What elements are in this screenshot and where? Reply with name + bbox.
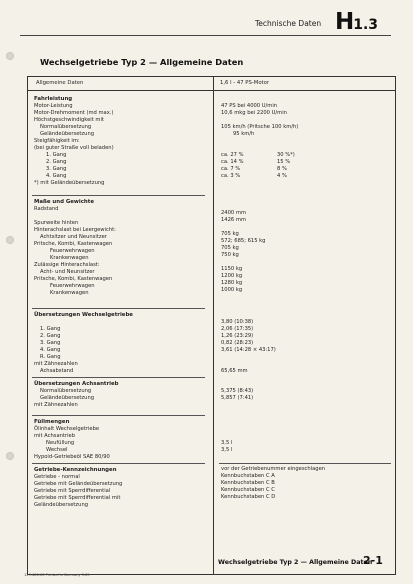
row-label: 2. Gang <box>46 159 67 165</box>
section-heading: Füllmengen <box>34 419 70 425</box>
row-value: 5,375 (8:43) <box>221 388 254 394</box>
row-label: Neufüllung <box>46 440 75 446</box>
row-value: 1,26 (23:29) <box>221 333 254 339</box>
row-label: Feuerwehrwagen <box>50 283 95 289</box>
section-divider <box>32 463 205 464</box>
row-label: Normalübersetzung <box>40 124 92 130</box>
section-divider <box>32 308 205 309</box>
row-label: 1. Gang <box>46 152 67 158</box>
row-value: 10,6 mkg bei 2200 U/min <box>221 110 287 116</box>
footnote: *) mit Geländeübersetzung <box>34 180 105 186</box>
row-label: mit Achsantrieb <box>34 433 76 439</box>
row-value: 705 kg <box>221 245 239 251</box>
section-fahrleistung-labels <box>34 96 208 187</box>
section-fuell-labels <box>34 419 208 461</box>
row-label: Motor-Leistung <box>34 103 73 109</box>
row-value: 705 kg <box>221 231 239 237</box>
row-label: Geländeübersetzung <box>40 395 95 401</box>
row-value: Kennbuchstaben C A <box>221 473 275 479</box>
section-wechsel-values <box>221 319 391 375</box>
row-value: 3,5 l <box>221 440 233 446</box>
section-masse-labels <box>34 199 208 297</box>
row-label: (bei guter Straße voll beladen) <box>34 145 114 151</box>
document-title: Wechselgetriebe Typ 2 — Allgemeine Daten <box>40 57 244 67</box>
row-value: 47 PS bei 4000 U/min <box>221 103 278 109</box>
row-label: Spurweite hinten <box>34 220 79 226</box>
row-value: 3,80 (10:38) <box>221 319 254 325</box>
section-heading: Übersetzungen Wechselgetriebe <box>34 312 133 318</box>
row-label: Getriebe mit Geländeübersetzung <box>34 481 123 487</box>
row-label: Hypoid-Getriebeöl SAE 80/90 <box>34 454 110 460</box>
page-number: 2-1 <box>363 554 383 567</box>
row-label: Ölinhalt Wechselgetriebe <box>34 426 100 432</box>
header-code-number: 1.3 <box>353 17 379 33</box>
section-kenn-values <box>221 466 391 501</box>
section-divider <box>32 415 205 416</box>
header-section-code <box>335 9 378 35</box>
row-value: Kennbuchstaben C C <box>221 487 275 493</box>
header-rule <box>20 35 391 36</box>
section-achs-labels <box>34 381 208 409</box>
row-value: 1426 mm <box>221 217 246 223</box>
print-info: 129.480.00 Printed in Germany 5.69 <box>24 573 90 577</box>
row-label: Normalübersetzung <box>40 388 92 394</box>
row-value: 1150 kg <box>221 266 243 272</box>
section-heading: Fahrleistung <box>34 96 73 102</box>
row-value: 750 kg <box>221 252 239 258</box>
row-label: Achtsitzer und Neunsitzer <box>40 234 107 240</box>
section-achs-values <box>221 388 391 402</box>
row-value: 3,5 l <box>221 447 233 453</box>
row-value: 1200 kg <box>221 273 243 279</box>
row-label: 3. Gang <box>40 340 61 346</box>
row-label: Zulässige Hinterachslast: <box>34 262 100 268</box>
row-value: 65,65 mm <box>221 368 248 374</box>
row-label: Höchstgeschwindigkeit mit <box>34 117 104 123</box>
section-heading: Maße und Gewichte <box>34 199 94 205</box>
row-label: Getriebe mit Sperrdifferential <box>34 488 111 494</box>
row-value: 3,61 (14:28 × 43:17) <box>221 347 276 353</box>
row-label: Achsabstand <box>40 368 74 374</box>
table-header-right: 1,6 l - 47 PS-Motor <box>220 80 270 86</box>
section-fahrleistung-values <box>221 103 391 180</box>
table-header-row <box>28 77 395 91</box>
row-label: Geländeübersetzung <box>34 502 89 508</box>
row-label: Radstand <box>34 206 59 212</box>
row-value: vor der Getriebenummer eingeschlagen <box>221 466 326 472</box>
row-value: 95 km/h <box>233 131 255 137</box>
section-wechsel-labels <box>34 312 208 375</box>
row-label: R. Gang <box>40 354 61 360</box>
footer-title: Wechselgetriebe Typ 2 — Allgemeine Daten <box>218 559 373 566</box>
section-heading: Getriebe-Kennzeichnungen <box>34 467 117 473</box>
table-header-left: Allgemeine Daten <box>36 80 84 86</box>
row-label: 4. Gang <box>46 173 67 179</box>
punch-hole-mark <box>6 452 14 460</box>
row-label: Pritsche, Kombi, Kastenwagen <box>34 241 113 247</box>
section-fuell-values <box>221 440 391 454</box>
row-value: 2,06 (17:35) <box>221 326 254 332</box>
row-label: Steigfähigkeit im: <box>34 138 80 144</box>
section-kenn-labels <box>34 467 208 509</box>
row-label: Motor-Drehmoment (md max.) <box>34 110 114 116</box>
row-value: 572; 685; 615 kg <box>221 238 266 244</box>
punch-hole-mark <box>6 52 14 60</box>
row-value: 1280 kg <box>221 280 243 286</box>
section-masse-values <box>221 210 391 294</box>
header-section-text: Technische Daten <box>255 19 322 28</box>
row-label: Getriebe - normal <box>34 474 80 480</box>
row-value: ca. 7 % 8 % <box>221 166 287 172</box>
row-label: 1. Gang <box>40 326 61 332</box>
row-value: Kennbuchstaben C D <box>221 494 276 500</box>
punch-hole-mark <box>6 236 14 244</box>
row-label: Geländeübersetzung <box>40 131 95 137</box>
row-label: Wechsel <box>46 447 68 453</box>
row-value: 0,82 (28:23) <box>221 340 254 346</box>
section-divider <box>32 195 205 196</box>
data-table <box>27 76 396 575</box>
row-label: 2. Gang <box>40 333 61 339</box>
row-value: ca. 3 % 4 % <box>221 173 287 179</box>
row-value: 5,857 (7:41) <box>221 395 254 401</box>
row-value: 1000 kg <box>221 287 243 293</box>
column-divider <box>213 77 214 574</box>
row-label: Pritsche, Kombi, Kastenwagen <box>34 276 113 282</box>
row-label: Acht- und Neunsitzer <box>40 269 95 275</box>
row-value: 105 km/h (Pritsche 100 km/h) <box>221 124 299 130</box>
row-label: 4. Gang <box>40 347 61 353</box>
row-label: mit Zähnezahlen <box>34 402 78 408</box>
row-value: ca. 14 % 15 % <box>221 159 291 165</box>
section-heading: Übersetzungen Achsantrieb <box>34 381 119 387</box>
row-label: mit Zähnezahlen <box>34 361 78 367</box>
row-label: Krankenwagen <box>50 290 89 296</box>
row-label: 3. Gang <box>46 166 67 172</box>
section-divider <box>219 463 391 464</box>
header-code-letter: H <box>335 9 354 35</box>
row-label: Getriebe mit Sperrdifferential mit <box>34 495 121 501</box>
section-divider <box>32 377 205 378</box>
row-value: 2400 mm <box>221 210 246 216</box>
row-label: Krankenwagen <box>50 255 89 261</box>
row-value: ca. 27 % 30 %*) <box>221 152 295 158</box>
row-label: Hinterachslast bei Leergewicht: <box>34 227 116 233</box>
row-label: Feuerwehrwagen <box>50 248 95 254</box>
row-value: Kennbuchstaben C B <box>221 480 275 486</box>
